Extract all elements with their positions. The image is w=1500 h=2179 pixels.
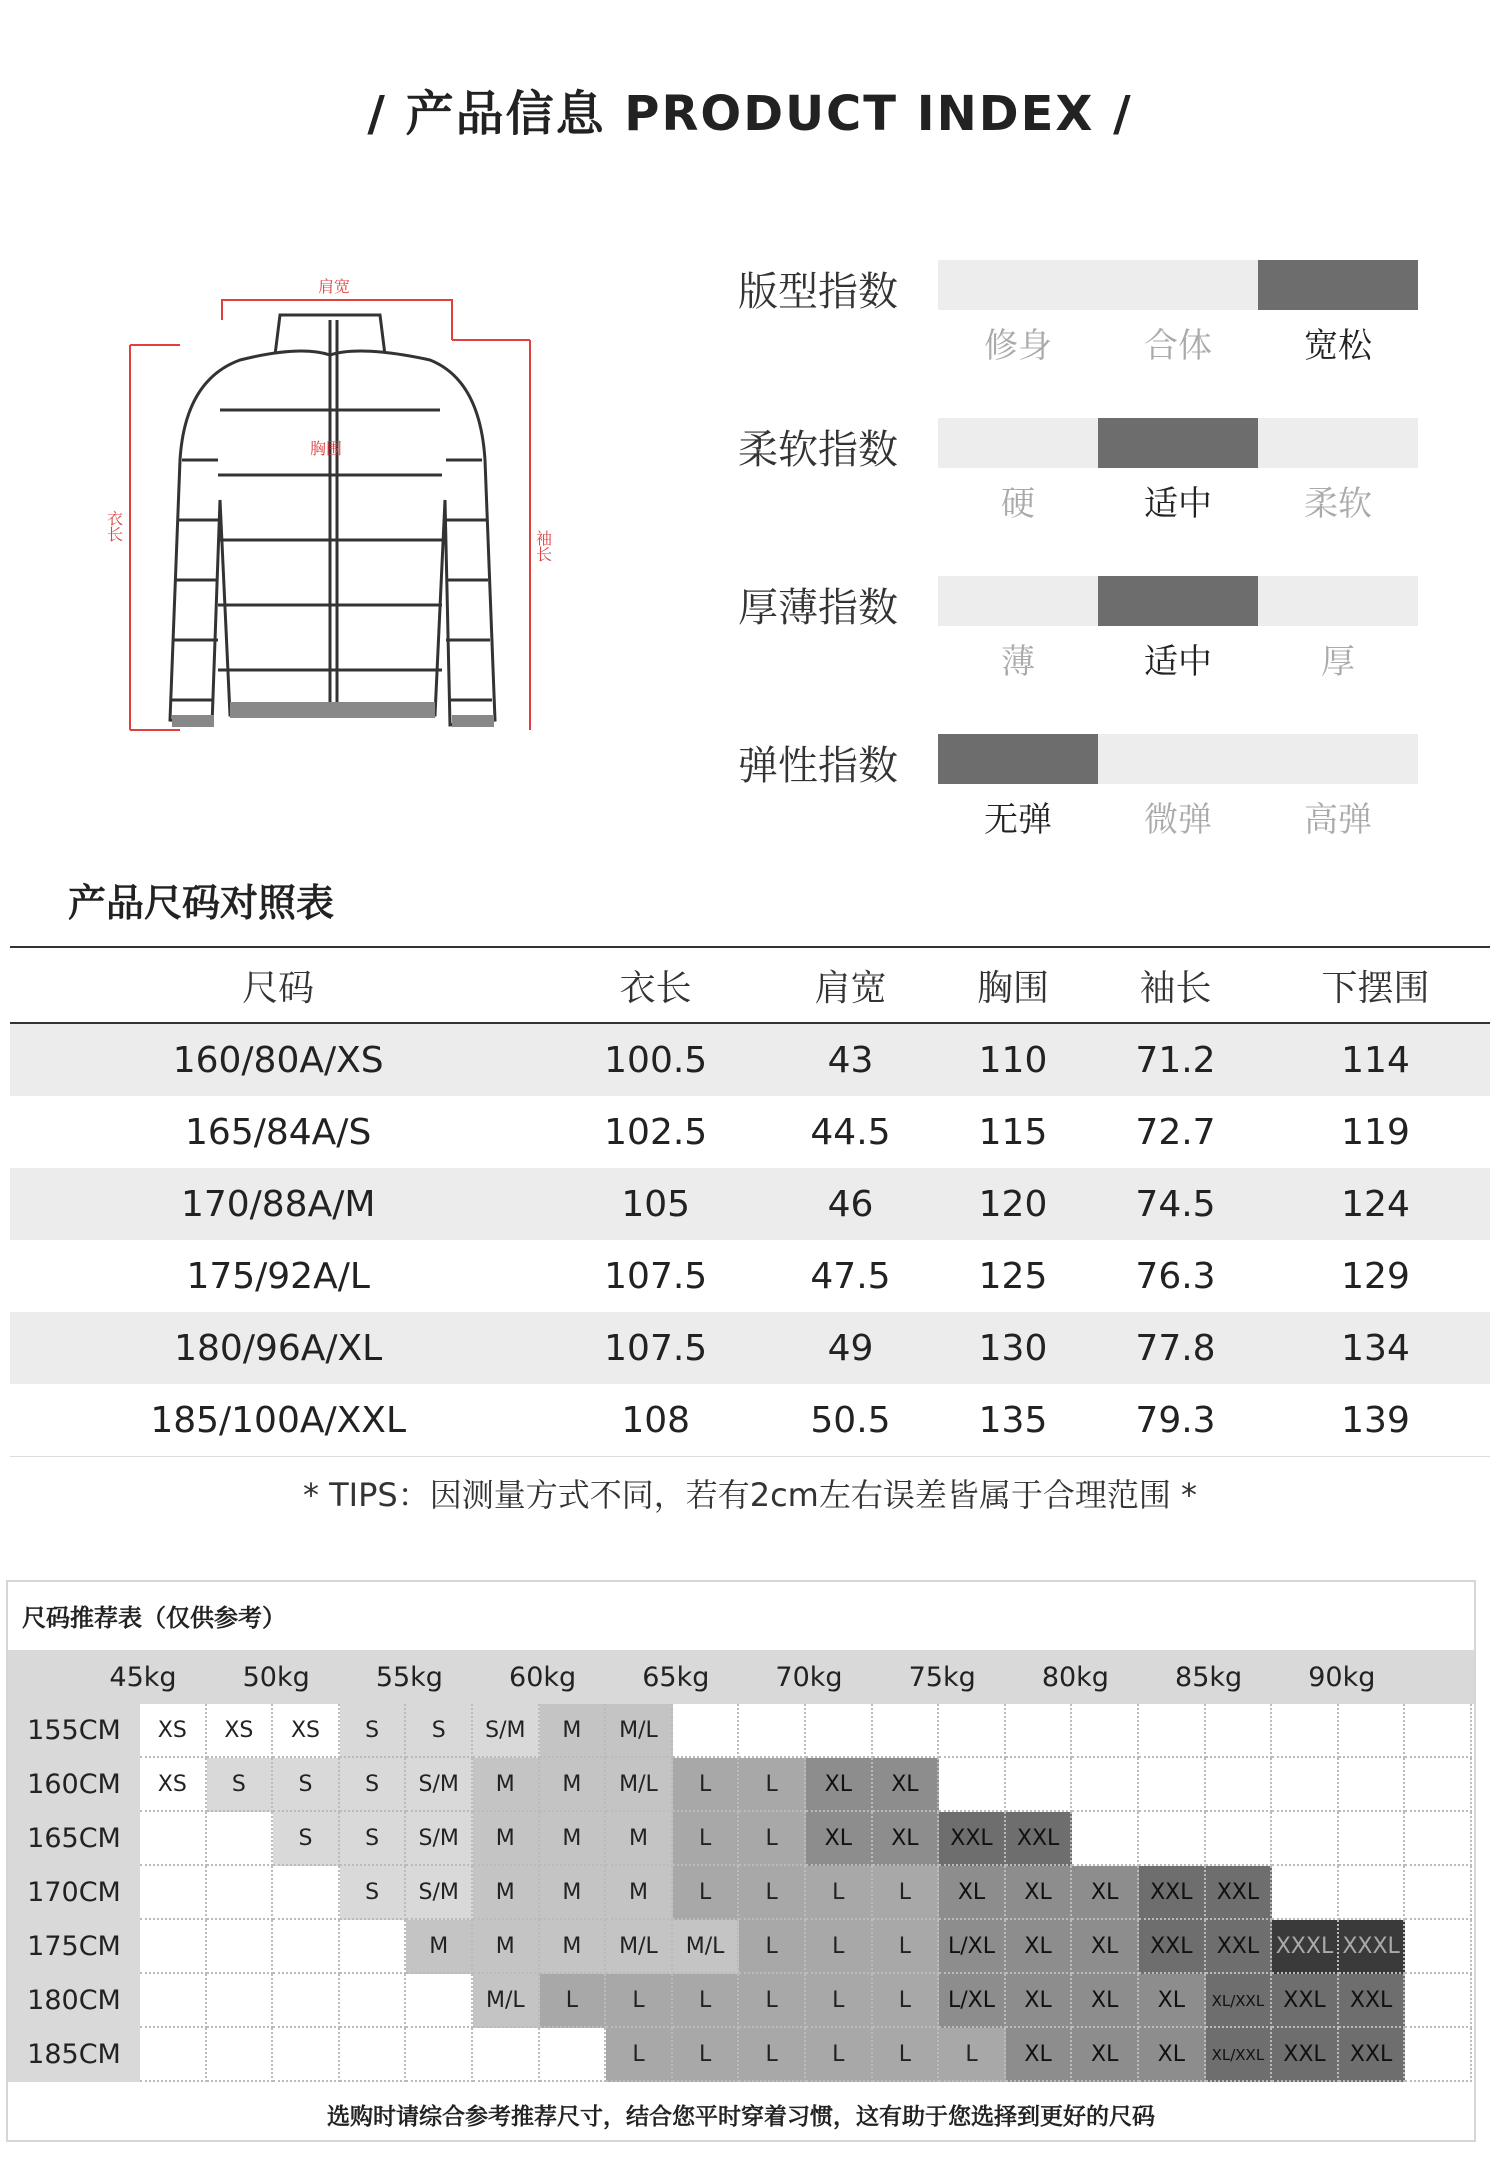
size-recommendation-cell: XXL (1006, 1812, 1073, 1866)
elasticity-option-1: 微弹 (1144, 800, 1212, 840)
size-recommendation-cell (273, 2028, 340, 2082)
size-recommendation-cell: S/M (406, 1758, 473, 1812)
size-recommendation-cell: M (473, 1866, 540, 1920)
size-recommendation-cell: L/XL (939, 1974, 1006, 2028)
size-recommendation-cell: XS (140, 1704, 207, 1758)
size-cell: 71.2 (1090, 1023, 1261, 1096)
size-recommendation-cell: M (540, 1920, 607, 1974)
size-recommendation-cell (140, 1920, 207, 1974)
size-recommendation-cell: S (273, 1812, 340, 1866)
size-recommendation-cell: XS (140, 1758, 207, 1812)
elasticity-seg-0 (938, 734, 1098, 784)
size-recommendation-cell: XXXL (1272, 1920, 1339, 1974)
size-recommendation-cell: S/M (406, 1812, 473, 1866)
size-recommendation-cell (140, 1812, 207, 1866)
weight-label: 65kg (642, 1662, 710, 1693)
thickness-seg-0 (938, 576, 1098, 626)
size-recommendation-cell: M (540, 1758, 607, 1812)
size-recommendation-cell (273, 1920, 340, 1974)
size-recommendation-cell (1072, 1812, 1139, 1866)
softness-option-2: 柔软 (1304, 484, 1372, 524)
size-recommendation-cell (1272, 1758, 1339, 1812)
size-recommendation-cell: M/L (606, 1920, 673, 1974)
size-recommendation-cell (340, 2028, 407, 2082)
size-recommendation-cell: XL (1006, 2028, 1073, 2082)
size-recommendation-cell: XL (806, 1812, 873, 1866)
size-recommendation-cell (1272, 1704, 1339, 1758)
size-recommendation-cell: M (540, 1704, 607, 1758)
recommendation-note: 选购时请综合参考推荐尺寸，结合您平时穿着习惯，这有助于您选择到更好的尺码 (327, 2104, 1155, 2130)
size-recommendation-cell (1405, 1812, 1472, 1866)
size-recommendation-cell: XL (1139, 1974, 1206, 2028)
size-recommendation-cell: M (606, 1866, 673, 1920)
size-recommendation-cell (939, 1758, 1006, 1812)
size-cell: 119 (1341, 1111, 1410, 1153)
fit-option-2: 宽松 (1304, 326, 1372, 366)
size-row (10, 1096, 1490, 1168)
size-recommendation-cell (207, 1974, 274, 2028)
size-recommendation-cell: XL (873, 1758, 940, 1812)
fit-option-0: 修身 (984, 326, 1052, 366)
size-recommendation-cell: L (739, 1974, 806, 2028)
size-recommendation-cell: XXL (1139, 1866, 1206, 1920)
size-cell: 43 (765, 1023, 936, 1096)
size-recommendation-cell (1405, 1974, 1472, 2028)
size-recommendation-cell (1206, 1758, 1273, 1812)
size-recommendation-cell: L (739, 1812, 806, 1866)
size-cell: 47.5 (810, 1255, 891, 1297)
weight-label: 45kg (109, 1662, 177, 1693)
size-cell: 125 (978, 1255, 1048, 1297)
size-recommendation-cell (1405, 1920, 1472, 1974)
size-recommendation-cell (1272, 1812, 1339, 1866)
size-recommendation-cell: M/L (606, 1758, 673, 1812)
size-cell: 134 (1261, 1312, 1490, 1384)
size-recommendation-cell: XXL (939, 1812, 1006, 1866)
col-chest: 胸围 (936, 947, 1090, 1023)
size-cell: 115 (978, 1111, 1048, 1153)
size-recommendation-cell (1339, 1812, 1406, 1866)
size-cell: 46 (765, 1168, 936, 1240)
elasticity-index-title: 弹性指数 (738, 743, 898, 789)
size-recommendation-cell (1139, 1758, 1206, 1812)
softness-seg-0 (938, 418, 1098, 468)
size-cell: 110 (936, 1023, 1090, 1096)
softness-option-0: 硬 (1001, 484, 1035, 524)
size-recommendation-cell (1006, 1704, 1073, 1758)
sleeve-label: 袖长 (533, 530, 553, 562)
size-recommendation-cell: L (873, 1974, 940, 2028)
size-recommendation-cell (673, 1704, 740, 1758)
size-recommendation-cell: S/M (473, 1704, 540, 1758)
size-cell: 107.5 (546, 1312, 765, 1384)
shoulder-label: 肩宽 (318, 277, 351, 296)
height-label: 170CM (8, 1866, 140, 1920)
size-recommendation-cell: M/L (473, 1974, 540, 2028)
size-recommendation-cell: L (806, 1866, 873, 1920)
weight-label: 70kg (775, 1662, 843, 1693)
size-recommendation-cell: XL (939, 1866, 1006, 1920)
size-recommendation-cell: S (406, 1704, 473, 1758)
size-recommendation-cell (140, 1974, 207, 2028)
size-recommendation-cell (207, 1920, 274, 1974)
size-recommendation-cell: XXL (1339, 2028, 1406, 2082)
size-cell: 129 (1341, 1255, 1410, 1297)
size-cell: 114 (1261, 1023, 1490, 1096)
size-cell: 180/96A/XL (10, 1312, 546, 1384)
size-recommendation-cell: M/L (606, 1704, 673, 1758)
elasticity-seg-2 (1258, 734, 1418, 784)
size-cell: 130 (936, 1312, 1090, 1384)
fit-option-1: 合体 (1144, 326, 1212, 366)
elasticity-option-2: 高弹 (1304, 800, 1372, 840)
col-hem: 下摆围 (1261, 947, 1490, 1023)
size-recommendation-cell (1405, 1758, 1472, 1812)
recommendation-title: 尺码推荐表（仅供参考） (22, 1604, 286, 1632)
weight-label: 60kg (509, 1662, 577, 1693)
size-recommendation-cell (207, 2028, 274, 2082)
size-recommendation-cell (140, 1866, 207, 1920)
size-recommendation-cell: L (873, 1920, 940, 1974)
softness-seg-1 (1098, 418, 1258, 468)
size-table-header-row (10, 947, 1490, 1023)
size-cell: 139 (1261, 1384, 1490, 1457)
size-cell: 79.3 (1090, 1384, 1261, 1457)
size-recommendation-cell: XXXL (1339, 1920, 1406, 1974)
size-recommendation-cell: XXL (1139, 1920, 1206, 1974)
size-recommendation-cell: L (806, 2028, 873, 2082)
size-recommendation-cell: M (473, 1920, 540, 1974)
size-recommendation-cell: L (806, 1974, 873, 2028)
size-recommendation-cell: S (340, 1812, 407, 1866)
size-row (10, 1023, 1490, 1096)
size-recommendation-cell: L (939, 2028, 1006, 2082)
size-recommendation-cell: XL (1072, 2028, 1139, 2082)
size-recommendation-cell: XL (806, 1758, 873, 1812)
size-recommendation-cell: M (473, 1812, 540, 1866)
size-row (10, 1168, 1490, 1240)
size-recommendation-cell: L (806, 1920, 873, 1974)
height-label: 165CM (8, 1812, 140, 1866)
size-recommendation-cell: XL (1006, 1974, 1073, 2028)
size-recommendation-cell: S (340, 1704, 407, 1758)
size-recommendation-cell: XL (1006, 1920, 1073, 1974)
size-recommendation-cell: XL (1072, 1866, 1139, 1920)
size-recommendation-cell (1405, 2028, 1472, 2082)
size-recommendation-cell: S (340, 1758, 407, 1812)
size-recommendation-cell (1405, 1866, 1472, 1920)
size-recommendation-cell (406, 2028, 473, 2082)
softness-index-bar (938, 418, 1418, 468)
size-recommendation-cell (939, 1704, 1006, 1758)
size-recommendation-cell (406, 1974, 473, 2028)
size-cell: 105 (546, 1168, 765, 1240)
size-recommendation-cell: L (739, 2028, 806, 2082)
size-recommendation-cell (873, 1704, 940, 1758)
tips-text: * TIPS：因测量方式不同，若有2cm左右误差皆属于合理范围 * (302, 1476, 1198, 1514)
size-recommendation-cell: XL/XXL (1206, 2028, 1273, 2082)
size-recommendation-cell: XS (207, 1704, 274, 1758)
size-recommendation-cell (1206, 1704, 1273, 1758)
size-recommendation-cell: M/L (673, 1920, 740, 1974)
size-cell: 72.7 (1135, 1111, 1216, 1153)
size-recommendation-cell: L (739, 1920, 806, 1974)
size-recommendation-cell: XL (1006, 1866, 1073, 1920)
size-cell: 50.5 (765, 1384, 936, 1457)
size-recommendation-cell (1339, 1758, 1406, 1812)
size-cell: 124 (1261, 1168, 1490, 1240)
size-table (10, 946, 1490, 1457)
size-recommendation-cell: L (673, 1974, 740, 2028)
size-cell: 165/84A/S (185, 1111, 372, 1153)
weight-label: 90kg (1308, 1662, 1376, 1693)
size-recommendation-cell: M (606, 1812, 673, 1866)
size-cell: 175/92A/L (186, 1255, 370, 1297)
weight-header-row (8, 1650, 1474, 1704)
size-recommendation-cell: XXL (1206, 1866, 1273, 1920)
softness-seg-2 (1258, 418, 1418, 468)
thickness-option-2: 厚 (1321, 642, 1355, 682)
size-cell: 77.8 (1090, 1312, 1261, 1384)
size-cell: 107.5 (604, 1255, 708, 1297)
size-recommendation-cell (340, 1974, 407, 2028)
elasticity-index-bar (938, 734, 1418, 784)
size-recommendation-cell: XXL (1272, 1974, 1339, 2028)
size-recommendation-cell: XL (1072, 1920, 1139, 1974)
size-recommendation-cell: M (540, 1866, 607, 1920)
softness-index-title: 柔软指数 (738, 427, 898, 473)
size-recommendation-cell (473, 2028, 540, 2082)
fit-index-bar (938, 260, 1418, 310)
size-recommendation-cell: L (673, 1866, 740, 1920)
size-recommendation-cell: S (273, 1758, 340, 1812)
size-recommendation-cell (273, 1974, 340, 2028)
size-cell: 44.5 (810, 1111, 891, 1153)
page-title: / 产品信息 PRODUCT INDEX / (367, 86, 1133, 142)
size-cell: 102.5 (604, 1111, 708, 1153)
weight-label: 55kg (375, 1662, 443, 1693)
size-row (10, 1312, 1490, 1384)
size-recommendation-cell: L (673, 1812, 740, 1866)
size-recommendation-cell: XL (1139, 2028, 1206, 2082)
size-recommendation-cell (739, 1704, 806, 1758)
size-recommendation-cell: XXL (1272, 2028, 1339, 2082)
size-recommendation-cell (1072, 1704, 1139, 1758)
thickness-seg-2 (1258, 576, 1418, 626)
height-label: 175CM (8, 1920, 140, 1974)
size-cell: 74.5 (1090, 1168, 1261, 1240)
size-recommendation-cell: XL (873, 1812, 940, 1866)
size-recommendation-cell: L/XL (939, 1920, 1006, 1974)
height-label: 155CM (8, 1704, 140, 1758)
weight-label: 50kg (242, 1662, 310, 1693)
fit-seg-1 (1098, 260, 1258, 310)
softness-option-1: 适中 (1144, 484, 1212, 524)
size-recommendation-cell (806, 1704, 873, 1758)
size-recommendation-cell: S/M (406, 1866, 473, 1920)
size-recommendation-cell (1405, 1704, 1472, 1758)
size-recommendation-cell: M (473, 1758, 540, 1812)
thickness-option-0: 薄 (1001, 642, 1035, 682)
size-recommendation-cell (1139, 1812, 1206, 1866)
jacket-diagram (100, 260, 580, 740)
size-cell: 170/88A/M (10, 1168, 546, 1240)
size-cell: 76.3 (1135, 1255, 1216, 1297)
height-label: 160CM (8, 1758, 140, 1812)
col-shoulder: 肩宽 (765, 947, 936, 1023)
size-recommendation-cell (340, 1920, 407, 1974)
size-recommendation-cell: M (540, 1812, 607, 1866)
thickness-index-bar (938, 576, 1418, 626)
size-cell: 100.5 (546, 1023, 765, 1096)
size-recommendation-cell (273, 1866, 340, 1920)
size-cell: 135 (936, 1384, 1090, 1457)
size-recommendation-cell: L (673, 2028, 740, 2082)
thickness-index-title: 厚薄指数 (738, 585, 898, 631)
size-cell: 160/80A/XS (10, 1023, 546, 1096)
size-recommendation-cell: L (673, 1758, 740, 1812)
size-cell: 185/100A/XXL (10, 1384, 546, 1457)
thickness-option-1: 适中 (1144, 642, 1212, 682)
size-recommendation-cell: L (606, 2028, 673, 2082)
size-recommendation-cell (207, 1866, 274, 1920)
size-recommendation-cell: L (873, 1866, 940, 1920)
size-recommendation-cell (1272, 1866, 1339, 1920)
weight-label: 80kg (1041, 1662, 1109, 1693)
chest-label: 胸围 (310, 439, 343, 458)
size-recommendation-chart (6, 1580, 1476, 2142)
size-recommendation-cell: L (873, 2028, 940, 2082)
size-recommendation-cell: S (207, 1758, 274, 1812)
size-recommendation-cell: L (606, 1974, 673, 2028)
fit-seg-2 (1258, 260, 1418, 310)
size-recommendation-cell (1339, 1866, 1406, 1920)
size-recommendation-cell: L (739, 1866, 806, 1920)
size-recommendation-cell: L (739, 1758, 806, 1812)
weight-label: 75kg (908, 1662, 976, 1693)
size-recommendation-cell (1206, 1812, 1273, 1866)
elasticity-seg-1 (1098, 734, 1258, 784)
size-recommendation-cell: M (406, 1920, 473, 1974)
size-recommendation-cell (1139, 1704, 1206, 1758)
size-recommendation-cell: XL/XXL (1206, 1974, 1273, 2028)
size-recommendation-cell: S (340, 1866, 407, 1920)
size-table-title: 产品尺码对照表 (68, 881, 335, 925)
size-recommendation-cell: L (540, 1974, 607, 2028)
size-recommendation-cell (1006, 1758, 1073, 1812)
fit-seg-0 (938, 260, 1098, 310)
size-cell: 120 (936, 1168, 1090, 1240)
weight-label: 85kg (1175, 1662, 1243, 1693)
col-length: 衣长 (546, 947, 765, 1023)
size-recommendation-cell: XL (1072, 1974, 1139, 2028)
fit-index-title: 版型指数 (738, 269, 898, 315)
size-cell: 49 (765, 1312, 936, 1384)
size-recommendation-cell: XS (273, 1704, 340, 1758)
size-recommendation-cell (540, 2028, 607, 2082)
height-label: 185CM (8, 2028, 140, 2082)
size-recommendation-cell (1339, 1704, 1406, 1758)
thickness-seg-1 (1098, 576, 1258, 626)
size-recommendation-cell (1072, 1758, 1139, 1812)
size-recommendation-cell (207, 1812, 274, 1866)
size-recommendation-cell: XXL (1339, 1974, 1406, 2028)
size-recommendation-cell: XXL (1206, 1920, 1273, 1974)
height-label: 180CM (8, 1974, 140, 2028)
elasticity-option-0: 无弹 (984, 800, 1052, 840)
size-row (10, 1384, 1490, 1457)
size-recommendation-cell (140, 2028, 207, 2082)
col-size: 尺码 (10, 947, 546, 1023)
size-cell: 108 (546, 1384, 765, 1457)
size-row (10, 1240, 1490, 1312)
length-label: 衣长 (104, 510, 124, 542)
col-sleeve: 袖长 (1090, 947, 1261, 1023)
